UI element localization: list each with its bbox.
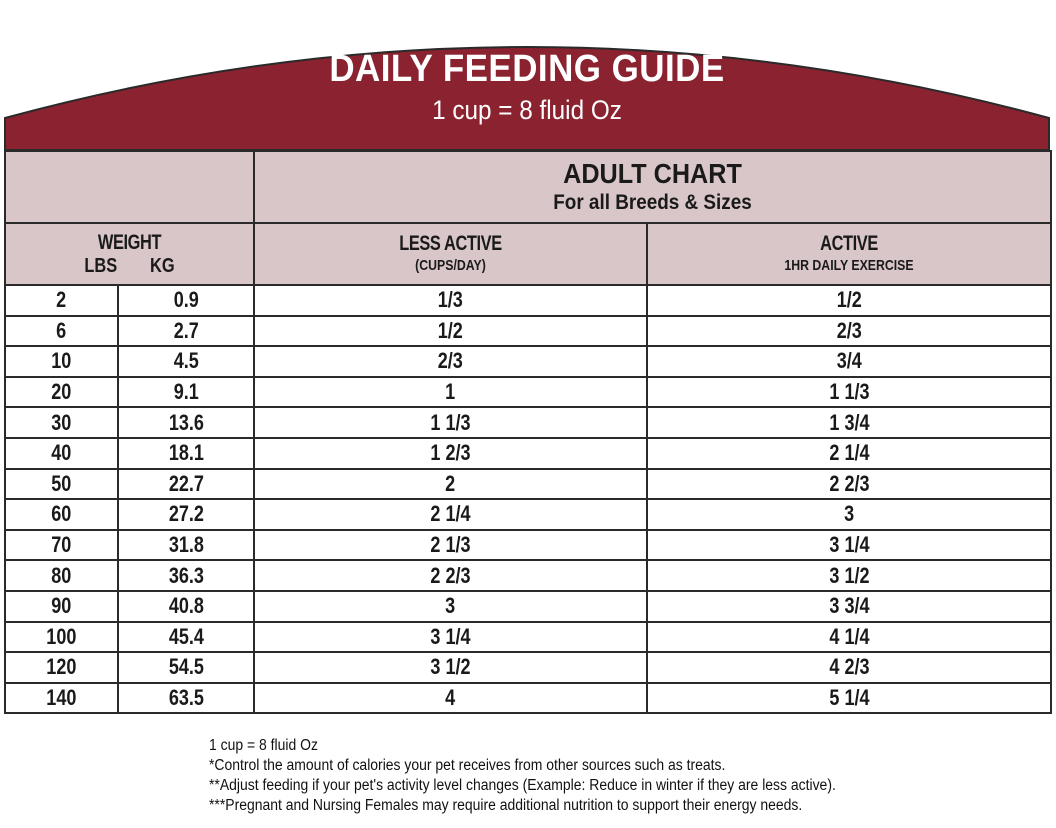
active-cell — [647, 285, 1051, 316]
weight-lbs-cell — [5, 622, 118, 653]
less-active-cell-value: 1/3 — [437, 287, 464, 313]
less-active-cell-value: 1/2 — [437, 317, 464, 343]
active-cell-value: 4 2/3 — [828, 654, 870, 680]
active-cell — [647, 652, 1051, 683]
section-header-row — [5, 151, 1051, 223]
weight-lbs-cell — [5, 377, 118, 408]
weight-kg-cell — [118, 591, 254, 622]
less-active-cell-value: 2 1/3 — [430, 532, 471, 558]
table-row — [5, 377, 1051, 408]
weight-kg-cell — [118, 652, 254, 683]
footnote: ***Pregnant and Nursing Females may require additional nutrition to support their energy needs. — [209, 797, 803, 814]
weight-column-header — [5, 223, 254, 285]
weight-kg-cell-value: 40.8 — [168, 593, 204, 619]
active-cell-value: 1 1/3 — [828, 379, 870, 405]
weight-kg-cell — [118, 316, 254, 347]
weight-lbs-cell — [5, 499, 118, 530]
footnotes — [209, 736, 836, 816]
weight-kg-cell — [118, 285, 254, 316]
active-cell-value: 2/3 — [836, 317, 862, 343]
weight-kg-cell-value: 18.1 — [168, 440, 204, 466]
active-cell — [647, 530, 1051, 561]
weight-kg-cell-value: 31.8 — [168, 532, 204, 558]
page-title: DAILY FEEDING GUIDE — [329, 48, 725, 90]
weight-lbs-cell-value: 70 — [51, 532, 72, 558]
active-cell — [647, 316, 1051, 347]
less-active-cell-value: 1 2/3 — [430, 440, 471, 466]
table-row — [5, 499, 1051, 530]
active-cell — [647, 683, 1051, 714]
active-cell-value: 5 1/4 — [828, 685, 870, 711]
weight-kg-cell — [118, 346, 254, 377]
less-active-cell — [254, 499, 647, 530]
weight-kg-cell — [118, 683, 254, 714]
weight-kg-cell-value: 9.1 — [173, 379, 199, 405]
active-cell — [647, 377, 1051, 408]
active-cell — [647, 407, 1051, 438]
weight-lbs-cell-value: 90 — [51, 593, 72, 619]
active-sublabel: 1HR DAILY EXERCISE — [784, 257, 914, 274]
weight-lbs-cell — [5, 683, 118, 714]
weight-lbs-cell — [5, 560, 118, 591]
less-active-cell — [254, 530, 647, 561]
weight-kg-cell-value: 27.2 — [168, 501, 204, 527]
weight-lbs-cell — [5, 652, 118, 683]
table-body — [5, 285, 1051, 713]
weight-kg-cell-value: 22.7 — [168, 470, 204, 496]
weight-kg-cell-value: 4.5 — [173, 348, 199, 374]
weight-lbs-cell-value: 40 — [51, 440, 72, 466]
less-active-cell — [254, 285, 647, 316]
less-active-cell — [254, 377, 647, 408]
weight-kg-cell — [118, 499, 254, 530]
active-cell — [647, 499, 1051, 530]
adult-chart-header — [254, 151, 1051, 223]
less-active-cell — [254, 652, 647, 683]
weight-kg-cell — [118, 469, 254, 500]
active-cell-value: 1/2 — [836, 287, 862, 313]
lbs-label: LBS — [84, 255, 118, 277]
table-row — [5, 591, 1051, 622]
weight-lbs-cell-value: 140 — [46, 685, 77, 711]
weight-lbs-cell-value: 50 — [51, 470, 72, 496]
less-active-cell-value: 3 — [445, 593, 456, 619]
less-active-cell-value: 2 1/4 — [430, 501, 471, 527]
table-row — [5, 407, 1051, 438]
adult-chart-title: ADULT CHART — [563, 158, 742, 189]
active-cell-value: 3 3/4 — [828, 593, 870, 619]
feeding-table — [4, 150, 1052, 714]
weight-lbs-cell-value: 20 — [51, 379, 72, 405]
less-active-column-header — [254, 223, 647, 285]
weight-kg-cell — [118, 438, 254, 469]
active-cell-value: 3 — [843, 501, 855, 527]
active-cell — [647, 591, 1051, 622]
weight-lbs-cell-value: 100 — [46, 623, 77, 649]
weight-kg-cell — [118, 560, 254, 591]
less-active-cell — [254, 683, 647, 714]
weight-lbs-cell — [5, 438, 118, 469]
table-row — [5, 316, 1051, 347]
active-cell-value: 3 1/2 — [828, 562, 870, 588]
less-active-cell — [254, 438, 647, 469]
active-label: ACTIVE — [820, 232, 878, 255]
active-cell-value: 2 1/4 — [828, 440, 870, 466]
less-active-cell-value: 4 — [445, 685, 456, 711]
weight-lbs-cell — [5, 285, 118, 316]
weight-lbs-cell — [5, 346, 118, 377]
table-row — [5, 469, 1051, 500]
table-row — [5, 560, 1051, 591]
weight-lbs-cell — [5, 316, 118, 347]
less-active-cell — [254, 591, 647, 622]
weight-kg-cell-value: 63.5 — [168, 685, 204, 711]
page-subtitle: 1 cup = 8 fluid Oz — [432, 95, 622, 125]
less-active-sublabel: (CUPS/DAY) — [415, 257, 486, 274]
weight-lbs-cell — [5, 530, 118, 561]
weight-kg-cell — [118, 407, 254, 438]
active-cell-value: 3 1/4 — [828, 532, 870, 558]
active-cell — [647, 438, 1051, 469]
less-active-cell — [254, 560, 647, 591]
footnote: *Control the amount of calories your pet receives from other sources such as treats. — [209, 757, 726, 774]
weight-lbs-cell-value: 30 — [51, 409, 72, 435]
weight-lbs-cell-value: 2 — [56, 287, 67, 313]
less-active-cell-value: 3 1/4 — [430, 623, 471, 649]
table-row — [5, 438, 1051, 469]
weight-kg-cell-value: 0.9 — [173, 287, 199, 313]
less-active-cell-value: 2/3 — [437, 348, 464, 374]
weight-lbs-cell-value: 60 — [51, 501, 72, 527]
footnote: **Adjust feeding if your pet's activity level changes (Example: Reduce in winter if they are less active). — [209, 777, 836, 794]
weight-lbs-cell-value: 80 — [51, 562, 72, 588]
less-active-cell — [254, 469, 647, 500]
table-row — [5, 652, 1051, 683]
less-active-cell — [254, 407, 647, 438]
weight-lbs-cell — [5, 469, 118, 500]
weight-lbs-cell-value: 6 — [56, 317, 67, 343]
weight-kg-cell-value: 45.4 — [168, 623, 204, 649]
blank-header-cell — [5, 151, 254, 223]
weight-lbs-cell — [5, 591, 118, 622]
less-active-cell-value: 2 2/3 — [430, 562, 471, 588]
weight-lbs-cell — [5, 407, 118, 438]
table-row — [5, 683, 1051, 714]
less-active-cell — [254, 622, 647, 653]
table-row — [5, 285, 1051, 316]
active-cell — [647, 469, 1051, 500]
kg-label: KG — [150, 255, 175, 277]
active-cell — [647, 622, 1051, 653]
weight-kg-cell-value: 36.3 — [168, 562, 204, 588]
less-active-cell-value: 3 1/2 — [430, 654, 471, 680]
feeding-guide-chart — [4, 6, 1050, 720]
footnote: 1 cup = 8 fluid Oz — [209, 737, 318, 754]
weight-kg-cell — [118, 622, 254, 653]
weight-lbs-cell-value: 120 — [46, 654, 77, 680]
active-column-header — [647, 223, 1051, 285]
weight-lbs-cell-value: 10 — [51, 348, 72, 374]
weight-kg-cell — [118, 377, 254, 408]
less-active-cell-value: 1 1/3 — [430, 409, 471, 435]
active-cell — [647, 560, 1051, 591]
less-active-cell-value: 1 — [445, 379, 456, 405]
adult-chart-subtitle: For all Breeds & Sizes — [553, 191, 752, 214]
less-active-cell — [254, 316, 647, 347]
active-cell-value: 1 3/4 — [828, 409, 870, 435]
weight-kg-cell-value: 54.5 — [168, 654, 204, 680]
column-header-row — [5, 223, 1051, 285]
weight-kg-cell — [118, 530, 254, 561]
less-active-label: LESS ACTIVE — [399, 232, 502, 255]
active-cell-value: 4 1/4 — [828, 623, 870, 649]
weight-label: WEIGHT — [97, 231, 162, 254]
table-row — [5, 530, 1051, 561]
less-active-cell-value: 2 — [445, 470, 456, 496]
table-row — [5, 622, 1051, 653]
active-cell — [647, 346, 1051, 377]
less-active-cell — [254, 346, 647, 377]
active-cell-value: 3/4 — [836, 348, 862, 374]
table-row — [5, 346, 1051, 377]
active-cell-value: 2 2/3 — [828, 470, 870, 496]
weight-kg-cell-value: 13.6 — [168, 409, 204, 435]
weight-kg-cell-value: 2.7 — [173, 317, 199, 343]
